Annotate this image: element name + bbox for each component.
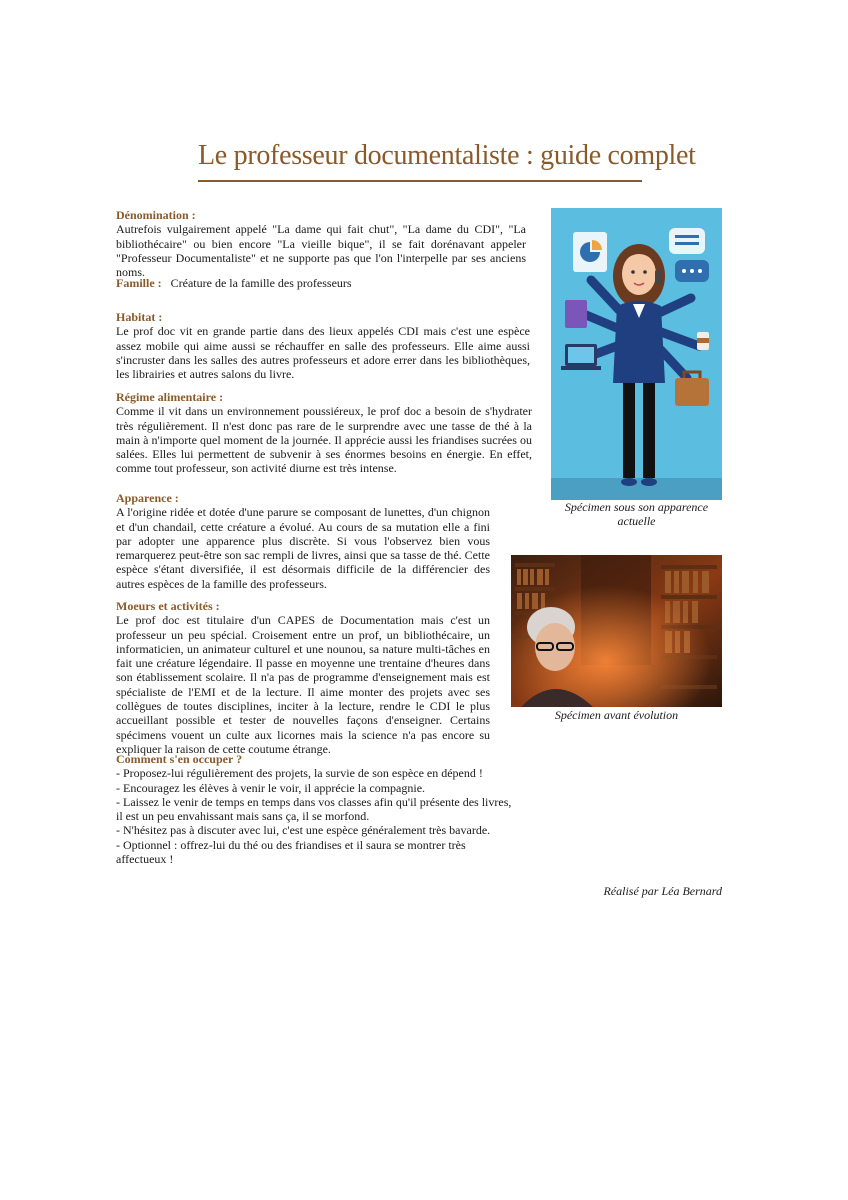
section-heading: Dénomination :: [116, 208, 196, 222]
section-heading: Habitat :: [116, 310, 163, 324]
tip-line: - Proposez-lui régulièrement des projets, la survie de son espèce en dépend !: [116, 766, 483, 781]
section-denomination: [116, 208, 526, 279]
multitasking-woman-icon: [551, 208, 722, 500]
section-heading: Apparence :: [116, 491, 179, 505]
section-heading: Moeurs et activités :: [116, 599, 220, 613]
title-underline: [198, 180, 642, 182]
old-librarian-photo: [511, 555, 722, 707]
tip-line: affectueux !: [116, 852, 174, 867]
caption-line: Spécimen sous son apparence: [564, 500, 709, 514]
section-text: Autrefois vulgairement appelé "La dame qui fait chut", "La dame du CDI", "La bibliothécaire" ou bien encore "La vieille bique", il se fait dorénavant appeler "Professeur Documentaliste" et ne supporte pas que l'on l'interpelle par ses anciens noms.: [116, 222, 526, 280]
section-apparence: [116, 491, 490, 591]
section-text: Comme il vit dans un environnement poussiéreux, le prof doc a besoin de s'hydrater très régulièrement. Il n'est donc pas rare de le surprendre avec une tasse de thé à la main à n'importe quel moment de la journée. Il apprécie aussi les friandises sucrées ou salées. Elles lui permettent de subvenir à ses énormes besoins en énergie. En effet, comme tout professeur, son activité diurne est très intense.: [116, 404, 532, 476]
modern-librarian-illustration: [551, 208, 722, 500]
modern-caption: [551, 500, 722, 528]
section-heading: Comment s'en occuper ?: [116, 752, 243, 766]
section-text: A l'origine ridée et dotée d'une parure se composant de lunettes, d'un chignon et d'un chandail, cette créature a évolué. Au cours de sa mutation elle a fini par adopter une apparence plus discrète. Si vous l'observez bien vous remarquerez peut-être son sac rempli de livres, ainsi que sa tasse de thé. Cette espèce s'étant diversifiée, il est désormais difficile de la différencier des autres espèces de la famille des professeurs.: [116, 505, 490, 591]
section-moeurs: [116, 599, 490, 756]
author-credit: Réalisé par Léa Bernard: [603, 884, 722, 898]
section-text: Le prof doc est titulaire d'un CAPES de Documentation mais c'est un professeur un peu spécial. Croisement entre un prof, un bibliothécaire, un informaticien, un animateur culturel et une nounou, sa nature multi-tâches en fait une créature légendaire. Il passe en moyenne une trentaine d'heures dans son établissement scolaire. Il n'a pas de programme d'enseignement mais est spécialiste de l'EMI et de la lecture. Il aime monter des projets avec ses collègues de toutes disciplines, inciter à la lecture, rendre le CDI le plus accueillant possible et tester de nouvelles façons d'enseigner. Certains spécimens vouent un culte aux licornes mais la science n'a pas encore su expliquer la raison de cette coutume étrange.: [116, 613, 490, 756]
tip-line: - N'hésitez pas à discuter avec lui, c'est une espèce généralement très bavarde.: [116, 823, 491, 838]
old-caption: Spécimen avant évolution: [554, 708, 679, 722]
tip-line: - Laissez le venir de temps en temps dans vos classes afin qu'il présente des livres,: [116, 794, 512, 809]
section-habitat: [116, 310, 530, 381]
section-occuper: [116, 752, 516, 866]
section-text: Créature de la famille des professeurs: [170, 276, 352, 290]
page-title: Le professeur documentaliste : guide complet: [198, 140, 696, 171]
section-text: Le prof doc vit en grande partie dans des lieux appelés CDI mais c'est une espèce assez mobile qui aime aussi se réchauffer en salle des professeurs. Elle aime aussi s'incruster dans les salles des autres professeurs et adore errer dans les bibliothèques, les librairies et autres salons du livre.: [116, 324, 530, 382]
section-regime: [116, 390, 532, 476]
section-heading: Famille :: [116, 276, 162, 290]
section-heading: Régime alimentaire :: [116, 390, 224, 404]
tip-line: il est un peu envahissant mais sans ça, il se morfond.: [116, 809, 370, 824]
tip-line: - Optionnel : offrez-lui du thé ou des friandises et il saura se montrer très: [116, 837, 466, 852]
tip-line: - Encouragez les élèves à venir le voir, il apprécie la compagnie.: [116, 780, 426, 795]
caption-line: actuelle: [617, 514, 656, 528]
library-photo-icon: [511, 555, 722, 707]
section-famille: [116, 276, 526, 290]
